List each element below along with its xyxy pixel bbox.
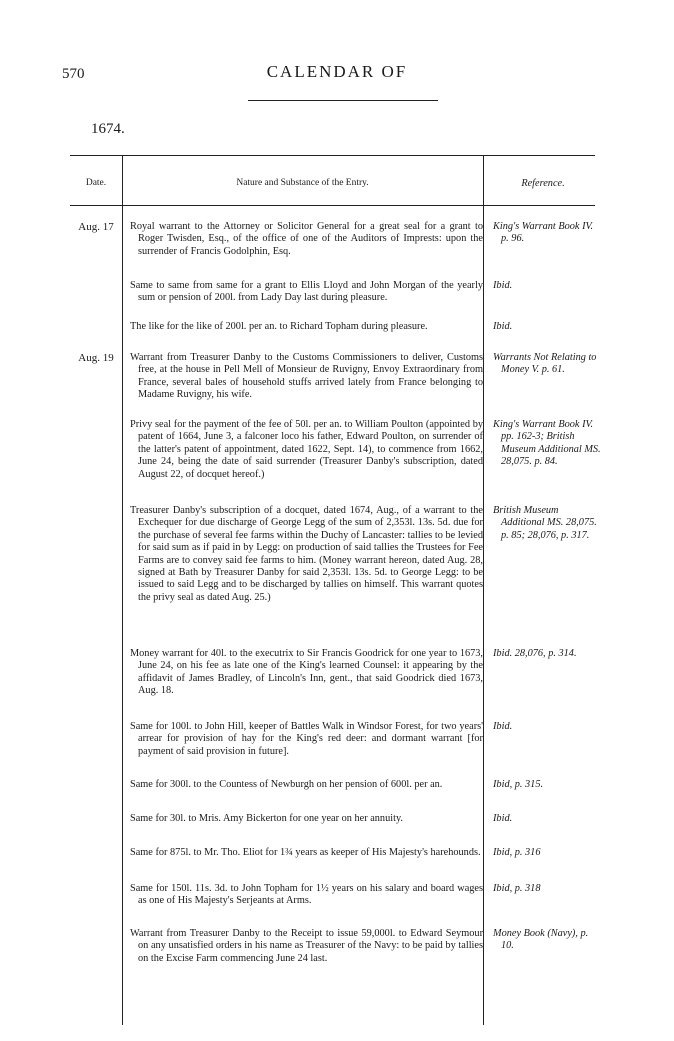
column-header-nature: Nature and Substance of the Entry.: [236, 178, 369, 188]
row-entry: Royal warrant to the Attorney or Solicitor General for a great seal for a grant to Roger Twisden, Esq., of the office of one of the Auditors of Imprests: upon the surrender of Francis Godolphin, Esq.: [130, 221, 483, 257]
row-reference: Ibid.: [493, 280, 513, 291]
title-rule: [248, 100, 438, 101]
row-reference: Ibid, p. 315.: [493, 779, 544, 790]
row-reference: King's Warrant Book IV. pp. 162-3; British Museum Additional MS. 28,075. p. 84.: [493, 419, 601, 468]
row-date: Aug. 17: [78, 221, 114, 233]
row-reference: Ibid. 28,076, p. 314.: [493, 648, 577, 659]
row-reference: Ibid.: [493, 813, 513, 824]
row-entry: Same for 300l. to the Countess of Newburgh on her pension of 600l. per an.: [130, 779, 443, 790]
row-reference: Ibid, p. 316: [493, 847, 541, 858]
row-entry: Same for 150l. 11s. 3d. to John Topham for 1½ years on his salary and board wages as one of His Majesty's Serjeants at Arms.: [130, 883, 483, 907]
row-reference: Ibid.: [493, 321, 513, 332]
row-entry: Money warrant for 40l. to the executrix to Sir Francis Goodrick for one year to 1673, June 24, on his fee as late one of the King's learned Counsel: it appearing by the affidavit of James Bradley, of Lincoln's Inn, gent., that said Goodrick died 1673, Aug. 18.: [130, 648, 483, 697]
row-entry: Same to same from same for a grant to Ellis Lloyd and John Morgan of the yearly sum or pension of 200l. from Lady Day last during pleasure.: [130, 280, 483, 304]
row-entry: Warrant from Treasurer Danby to the Receipt to issue 59,000l. to Edward Seymour on any unsatisfied orders in his name as Treasurer of the Navy: to be paid by tallies on the Excise Farm commencing June 24 last.: [130, 928, 483, 964]
row-reference: Money Book (Navy), p. 10.: [493, 928, 589, 952]
row-reference: Ibid.: [493, 721, 513, 732]
row-reference: British Museum Additional MS. 28,075. p. 85; 28,076, p. 317.: [493, 505, 597, 541]
column-header-reference: Reference.: [521, 178, 565, 189]
row-reference: Warrants Not Relating to Money V. p. 61.: [493, 352, 597, 376]
calendar-table: [70, 155, 601, 1025]
row-entry: Privy seal for the payment of the fee of 50l. per an. to William Poulton (appointed by patent of 1664, June 3, a falconer loco his father, Edward Poulton, on surrender of the latter's patent of appointment, dated 1622, Sept. 14), to commence from 1662, June 24, being the date of said surrender (Treasurer Danby's subscription, dated August 22, of docquet hereof.): [130, 419, 483, 480]
row-entry: Same for 875l. to Mr. Tho. Eliot for 1¾ years as keeper of His Majesty's harehounds.: [130, 847, 481, 858]
row-reference: King's Warrant Book IV. p. 96.: [493, 221, 594, 245]
table-top-rule: [70, 155, 595, 156]
row-entry: Treasurer Danby's subscription of a docquet, dated 1674, Aug., of a warrant to the Exchequer for due discharge of George Legg of the sum of 2,353l. 13s. 5d. due for the purchase of several fee farms within the Duchy of Lancaster: tallies to be levied for said sum as if paid in by Legg: on production of said tallies the Trustees for Fee Farms are to convey said fee farms to him. (Money warrant hereon, dated Aug. 28, signed at Bath by Treasurer Danby for said 2,353l. 13s. 5d. to George Legg: to be issued to said Legg and to be discharged by tallies on himself. This warrant quotes the privy seal as dated Aug. 25.): [130, 505, 483, 603]
table-header-rule: [70, 205, 595, 206]
row-entry: Warrant from Treasurer Danby to the Customs Commissioners to deliver, Customs free, at the house in Pell Mell of Monsieur de Ruvigny, Envoy Extraordinary from France, several bales of household stuffs arrived lately from France belonging to Madame Ruvigny, his wife.: [130, 352, 483, 401]
row-entry: The like for the like of 200l. per an. to Richard Topham during pleasure.: [130, 321, 428, 332]
column-divider-reference: [483, 155, 484, 1025]
row-entry: Same for 30l. to Mris. Amy Bickerton for one year on her annuity.: [130, 813, 403, 824]
page-number: 570: [62, 66, 85, 82]
row-date: Aug. 19: [78, 352, 114, 364]
year-heading: 1674.: [91, 121, 125, 137]
row-entry: Same for 100l. to John Hill, keeper of Battles Walk in Windsor Forest, for two years' arrear for provision of hay for the King's red deer: and dormant warrant [for payment of said provision in future].: [130, 721, 483, 757]
row-reference: Ibid, p. 318: [493, 883, 541, 894]
column-divider-date: [122, 155, 123, 1025]
running-title: CALENDAR OF: [266, 62, 408, 81]
column-header-date: Date.: [85, 178, 107, 188]
